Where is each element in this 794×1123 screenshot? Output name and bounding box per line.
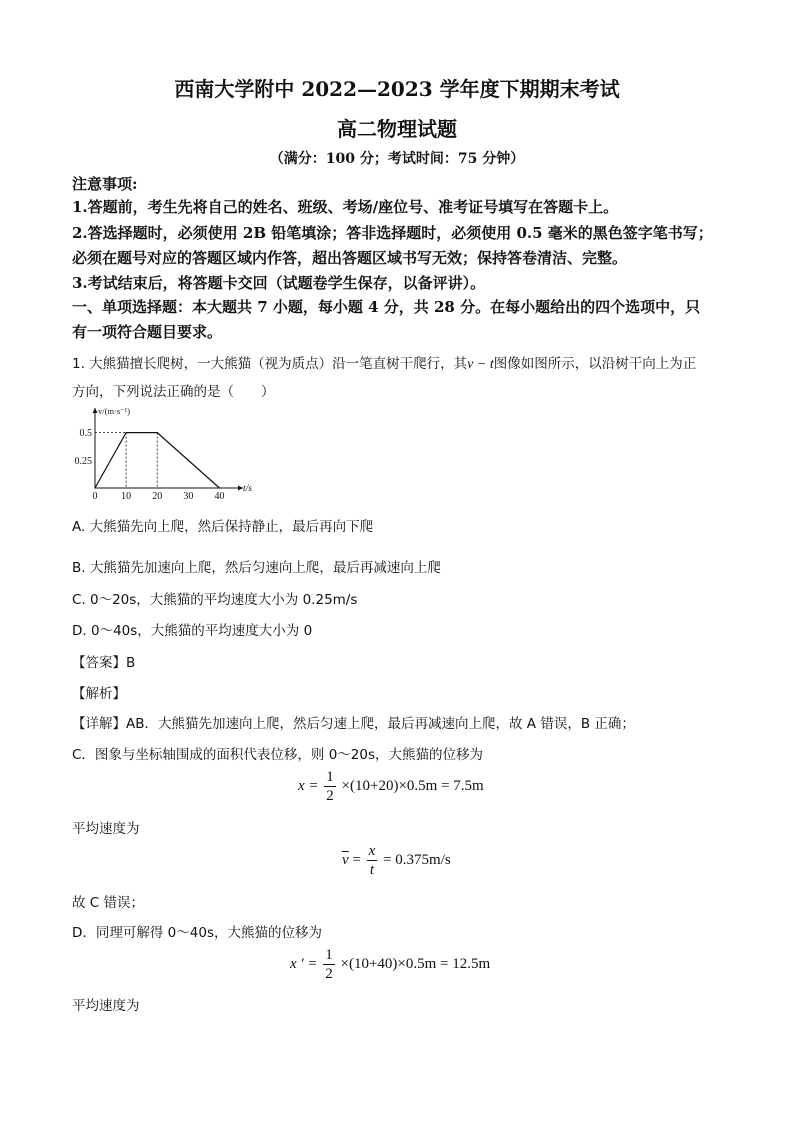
notes-item-2-cont: 必须在题号对应的答题区域内作答，超出答题区域书写无效；保持答卷清洁、完整。 — [72, 249, 628, 267]
formula1-lhs: x = — [298, 777, 319, 794]
formula1-den: 2 — [326, 788, 334, 804]
data-point — [157, 432, 158, 433]
formula3-num: 1 — [325, 947, 333, 963]
vt-graph — [72, 406, 252, 502]
detail-line-c: C．图象与坐标轴围成的面积代表位移，则 0～20s，大熊猫的位移为 — [72, 747, 484, 763]
analysis-label: 【解析】 — [72, 686, 126, 702]
data-point — [219, 487, 220, 488]
detail-line-d: D．同理可解得 0～40s，大熊猫的位移为 — [72, 925, 322, 941]
notes-item-3: 3.考试结束后，将答题卡交回（试题卷学生保存，以备评讲）。 — [72, 274, 486, 292]
formula2-rhs: = 0.375m/s — [383, 851, 451, 868]
formula-average-velocity — [342, 842, 451, 879]
data-point — [94, 487, 95, 488]
x-tick-label: 30 — [183, 491, 194, 502]
question1-stem-vt: v − t — [467, 357, 494, 372]
answer-label: 【答案】B — [72, 655, 136, 671]
section1-heading-line2: 有一项符合题目要求。 — [72, 323, 223, 341]
exam-subtitle: 高二物理试题 — [337, 117, 457, 141]
formula2-eq: = — [352, 851, 361, 868]
formula2-num: x — [368, 843, 376, 859]
formula1-rhs: ×(10+20)×0.5m = 7.5m — [341, 777, 484, 794]
detail-line-ab: 【详解】AB．大熊猫先加速向上爬，然后匀速上爬，最后再减速向上爬，故 A 错误，B 正确； — [72, 716, 635, 732]
y-axis-arrow — [93, 408, 98, 413]
x-tick-label: 0 — [92, 491, 98, 502]
formula1-num: 1 — [326, 769, 334, 785]
avg-speed-label-1: 平均速度为 — [72, 821, 140, 837]
question1-stem-a: 1. 大熊猫擅长爬树，一大熊猫（视为质点）沿一笔直树干爬行，其 — [72, 356, 468, 372]
formula2-den: t — [369, 862, 375, 878]
question1-option-c: C. 0～20s，大熊猫的平均速度大小为 0.25m/s — [72, 592, 358, 608]
question1-option-d: D. 0～40s，大熊猫的平均速度大小为 0 — [72, 623, 313, 639]
notes-item-1: 1.答题前，考生先将自己的姓名、班级、考场/座位号、准考证号填写在答题卡上。 — [72, 198, 619, 216]
formula-displacement-40s — [290, 946, 490, 983]
formula1-fraction — [324, 768, 336, 805]
formula-displacement-20s — [298, 768, 484, 805]
formula2-fraction — [367, 842, 378, 879]
y-tick-label: 0.5 — [79, 428, 92, 440]
formula2-lhs: $\overline{v}$ — [342, 851, 349, 868]
formula3-fraction — [323, 946, 335, 983]
x-tick-label: 10 — [121, 491, 132, 502]
exam-info: （满分：100 分；考试时间：75 分钟） — [269, 151, 525, 167]
question1-stem-line2: 方向，下列说法正确的是（ ） — [72, 384, 275, 400]
y-tick-label: 0.25 — [74, 455, 92, 467]
question1-option-a: A. 大熊猫先向上爬，然后保持静止，最后再向下爬 — [72, 519, 374, 535]
c-wrong-line: 故 C 错误； — [72, 895, 145, 911]
avg-speed-label-2: 平均速度为 — [72, 998, 140, 1014]
notes-heading: 注意事项: — [72, 175, 138, 193]
question1-option-b: B. 大熊猫先加速向上爬，然后匀速向上爬，最后再减速向上爬 — [72, 560, 441, 576]
formula3-lhs: x ' = — [290, 955, 318, 972]
x-tick-label: 40 — [214, 491, 225, 502]
section1-heading-line1: 一、单项选择题：本大题共 7 小题，每小题 4 分，共 28 分。在每小题给出的四个选项中，只 — [72, 298, 701, 316]
question1-stem-b: 图像如图所示，以沿树干向上为正 — [493, 356, 697, 372]
exam-title: 西南大学附中 2022—2023 学年度下期期末考试 — [174, 77, 620, 101]
formula3-rhs: ×(10+40)×0.5m = 12.5m — [340, 955, 491, 972]
y-axis-label: v/(m·s⁻¹) — [98, 406, 131, 416]
question1-stem-line1 — [72, 352, 696, 373]
x-tick-label: 20 — [152, 491, 163, 502]
notes-item-2: 2.答选择题时，必须使用 2B 铅笔填涂；答非选择题时，必须使用 0.5 毫米的黑色签字笔书写； — [72, 224, 713, 242]
x-axis-label: t/s — [243, 484, 252, 494]
data-point — [126, 432, 127, 433]
formula3-den: 2 — [325, 966, 333, 982]
